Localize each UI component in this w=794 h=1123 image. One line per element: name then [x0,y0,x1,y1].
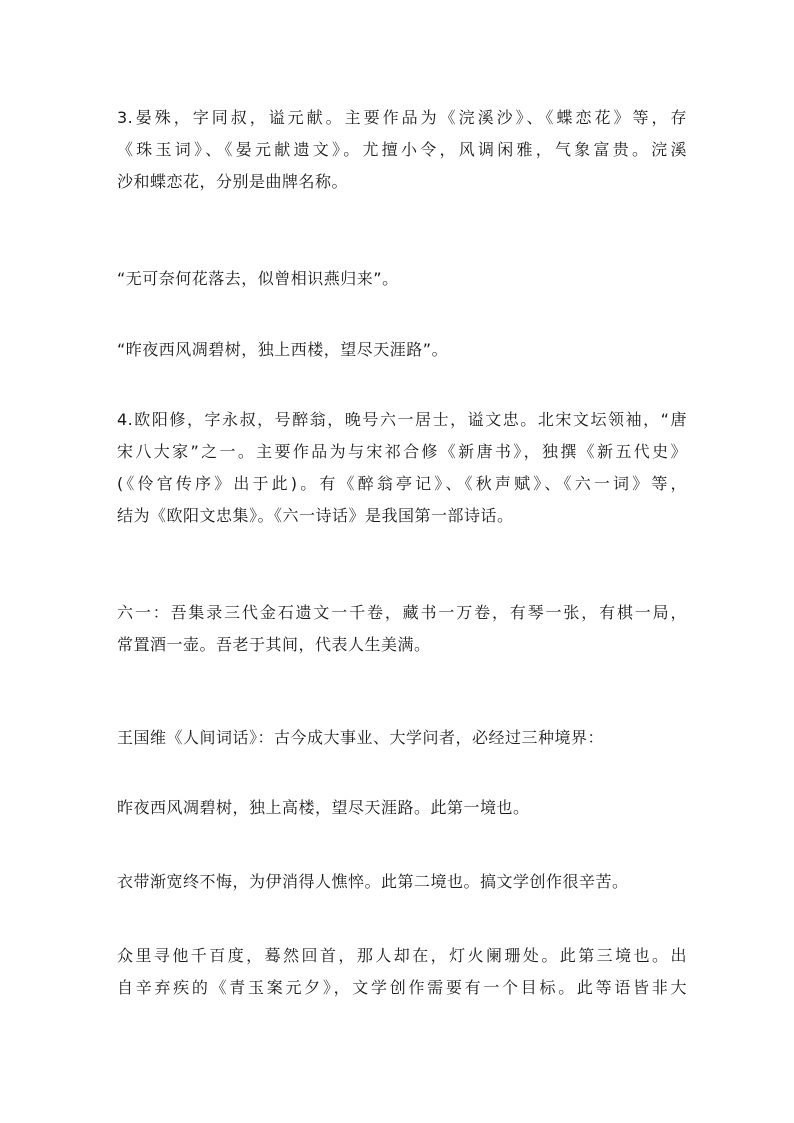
text-line: 《珠玉词》、《晏元献遗文》。尤擅小令，风调闲雅，气象富贵。浣溪 [117,140,687,159]
paragraph-realm-3 [117,940,687,1004]
text-line: 自辛弃疾的《青玉案元夕》，文学创作需要有一个目标。此等语皆非大 [117,978,687,997]
paragraph-realm-1 [117,792,687,824]
paragraph-quote-2 [117,334,687,366]
text-line: 结为《欧阳文忠集》。《六一诗话》是我国第一部诗话。 [117,506,514,525]
text-line: 4.欧阳修，字永叔，号醉翁，晚号六一居士，谥文忠。北宋文坛领袖，“唐 [117,410,687,429]
text-line: 沙和蝶恋花，分别是曲牌名称。 [117,172,349,191]
text-line: “昨夜西风凋碧树，独上西楼，望尽天涯路”。 [117,340,449,359]
text-line: (《伶官传序》出于此)。有《醉翁亭记》、《秋声赋》、《六一词》等， [117,474,687,493]
text-line: 六一：吾集录三代金石遗文一千卷，藏书一万卷，有琴一张，有棋一局， [117,603,687,622]
text-line: 宋八大家”之一。主要作品为与宋祁合修《新唐书》，独撰《新五代史》 [117,442,687,461]
paragraph-realm-2 [117,866,687,898]
paragraph-ouyang-xiu [117,404,687,532]
paragraph-yan-shu [117,102,687,198]
paragraph-liuyi [117,597,687,661]
paragraph-quote-1 [117,263,687,295]
text-line: 常置酒一壶。吾老于其间，代表人生美满。 [117,635,431,654]
text-line: 众里寻他千百度，蓦然回首，那人却在，灯火阑珊处。此第三境也。出 [117,946,687,965]
text-line: 王国维《人间词话》：古今成大事业、大学问者，必经过三种境界： [117,728,605,747]
text-line: 衣带渐宽终不悔，为伊消得人憔悴。此第二境也。搞文学创作很辛苦。 [117,872,629,891]
text-line: 昨夜西风凋碧树，独上高楼，望尽天涯路。此第一境也。 [117,798,530,817]
text-line: 3.晏殊，字同叔，谥元献。主要作品为《浣溪沙》、《蝶恋花》等，存 [117,108,687,127]
paragraph-wang-guowei [117,722,687,754]
text-line: “无可奈何花落去，似曾相识燕归来”。 [117,269,399,288]
